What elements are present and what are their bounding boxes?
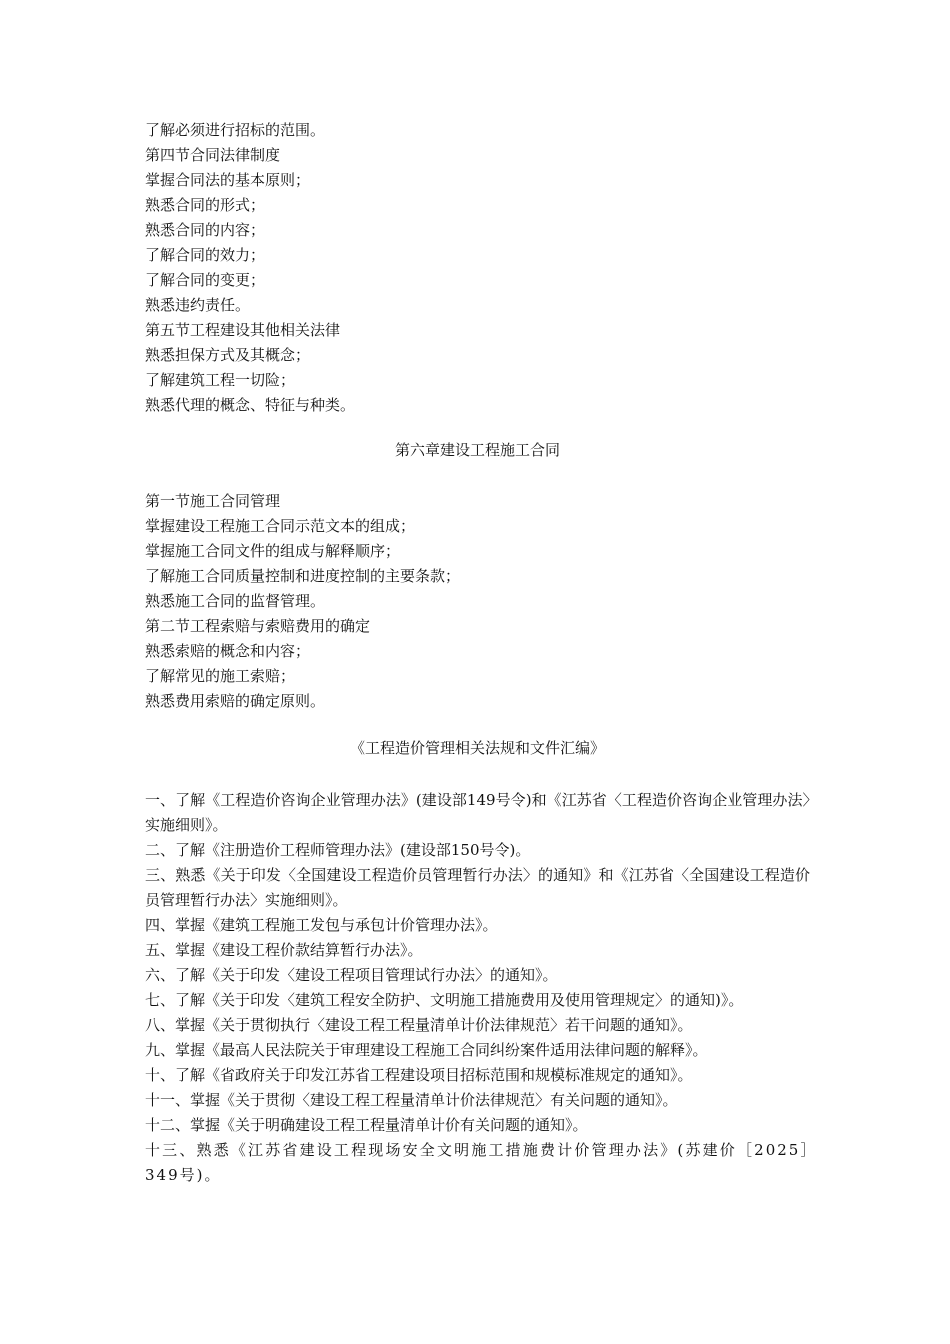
list-item: 一、了解《工程造价咨询企业管理办法》(建设部149号令)和《江苏省〈工程造价咨询企业管理办法〉实施细则》。 [145, 791, 810, 834]
text-line: 熟悉施工合同的监督管理。 [145, 592, 326, 610]
list-item: 六、了解《关于印发〈建设工程项目管理试行办法〉的通知》。 [145, 966, 558, 984]
list-item: 三、熟悉《关于印发〈全国建设工程造价员管理暂行办法〉的通知》和《江苏省〈全国建设工程造价员管理暂行办法〉实施细则》。 [145, 866, 810, 909]
section-heading: 第五节工程建设其他相关法律 [145, 321, 341, 339]
text-line: 了解建筑工程一切险； [145, 371, 296, 389]
document-page [145, 118, 810, 1188]
list-item: 八、掌握《关于贯彻执行〈建设工程工程量清单计价法律规范〉若干问题的通知》。 [145, 1016, 693, 1034]
text-line: 掌握施工合同文件的组成与解释顺序； [145, 542, 401, 560]
list-item: 五、掌握《建设工程价款结算暂行办法》。 [145, 941, 423, 959]
list-item: 十、了解《省政府关于印发江苏省工程建设项目招标范围和规模标准规定的通知》。 [145, 1066, 693, 1084]
list-item: 四、掌握《建筑工程施工发包与承包计价管理办法》。 [145, 916, 498, 934]
section-heading: 第四节合同法律制度 [145, 146, 281, 164]
list-item: 十一、掌握《关于贯彻〈建设工程工程量清单计价法律规范〉有关问题的通知》。 [145, 1091, 678, 1109]
text-line: 掌握建设工程施工合同示范文本的组成； [145, 517, 416, 535]
section-heading: 第二节工程索赔与索赔费用的确定 [145, 617, 371, 635]
compilation-list [145, 788, 810, 1188]
chapter-6-list [145, 489, 810, 714]
text-line: 了解施工合同质量控制和进度控制的主要条款； [145, 567, 461, 585]
text-line: 熟悉合同的内容； [145, 221, 266, 239]
text-line: 熟悉担保方式及其概念； [145, 346, 311, 364]
list-item: 二、了解《注册造价工程师管理办法》(建设部150号令)。 [145, 841, 531, 859]
text-line: 熟悉费用索赔的确定原则。 [145, 692, 326, 710]
compilation-title: 《工程造价管理相关法规和文件汇编》 [349, 739, 605, 757]
text-line: 熟悉违约责任。 [145, 296, 251, 314]
text-line: 了解合同的变更； [145, 271, 266, 289]
text-line: 了解必须进行招标的范围。 [145, 121, 326, 139]
section-4-5-list [145, 118, 810, 418]
list-item: 七、了解《关于印发〈建筑工程安全防护、文明施工措施费用及使用管理规定〉的通知)》。 [145, 991, 744, 1009]
text-line: 掌握合同法的基本原则； [145, 171, 311, 189]
text-line: 熟悉合同的形式； [145, 196, 266, 214]
list-item: 九、掌握《最高人民法院关于审理建设工程施工合同纠纷案件适用法律问题的解释》。 [145, 1041, 708, 1059]
text-line: 了解合同的效力； [145, 246, 266, 264]
list-item: 十三、熟悉《江苏省建设工程现场安全文明施工措施费计价管理办法》(苏建价［2025］349号)。 [145, 1141, 810, 1184]
chapter-6-title: 第六章建设工程施工合同 [394, 441, 560, 459]
list-item: 十二、掌握《关于明确建设工程工程量清单计价有关问题的通知》。 [145, 1116, 588, 1134]
text-line: 熟悉索赔的概念和内容； [145, 642, 311, 660]
text-line: 了解常见的施工索赔； [145, 667, 296, 685]
text-line: 熟悉代理的概念、特征与种类。 [145, 396, 356, 414]
section-heading: 第一节施工合同管理 [145, 492, 281, 510]
